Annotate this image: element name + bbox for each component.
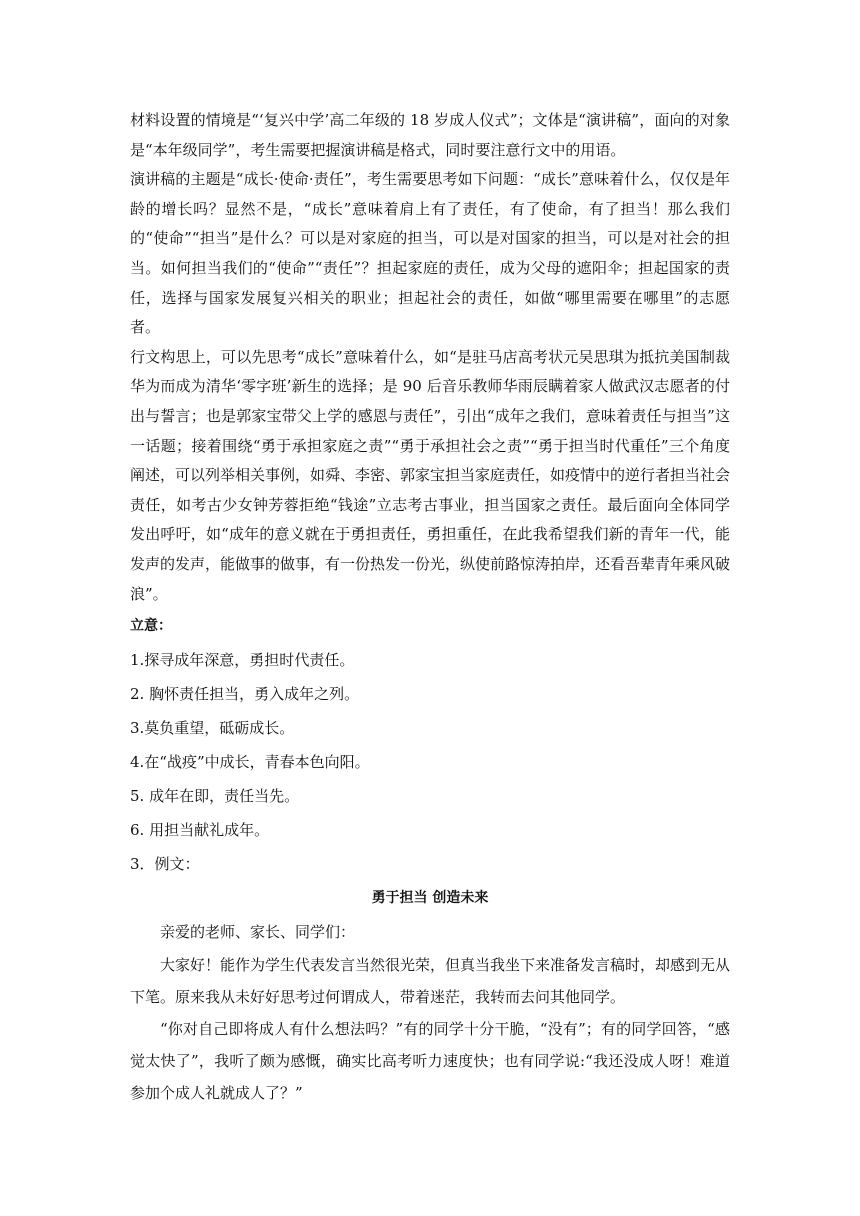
theme-item-3: 3.莫负重望，砥砺成长。 bbox=[130, 719, 295, 738]
analysis-paragraph-1: 材料设置的情境是“‘复兴中学’高二年级的 18 岁成人仪式”；文体是“演讲稿”，面向的对象是“本年级同学”，考生需要把握演讲稿是格式，同时要注意行文中的用语。 bbox=[130, 111, 730, 159]
theme-item-6: 6. 用担当献礼成年。 bbox=[130, 821, 270, 840]
theme-heading: 立意： bbox=[130, 618, 172, 635]
theme-item-1: 1.探寻成年深意，勇担时代责任。 bbox=[130, 651, 355, 670]
analysis-paragraph-2: 演讲稿的主题是“成长·使命·责任”，考生需要思考如下问题：“成长”意味着什么，仅仅是年龄的增长吗？显然不是，“成长”意味着肩上有了责任，有了使命，有了担当！那么我们的“使命”“担当”是什么？可以是对家庭的担当，可以是对国家的担当，可以是对社会的担当。如何担当我们的“使命”“责任”？担起家庭的责任，成为父母的遮阳伞；担起国家的责任，选择与国家发展复兴相关的职业；担起社会的责任，如做“哪里需要在哪里”的志愿者。 bbox=[130, 170, 730, 337]
theme-item-4: 4.在“战疫”中成长，青春本色向阳。 bbox=[130, 753, 370, 772]
essay-title: 勇于担当 创造未来 bbox=[371, 890, 489, 907]
theme-item-5: 5. 成年在即，责任当先。 bbox=[130, 787, 300, 806]
essay-paragraph-2: “你对自己即将成人有什么想法吗？”有的同学十分干脆，“没有”；有的同学回答，“感觉太快了”，我听了颇为感慨，确实比高考听力速度快；也有同学说:“我还没成人呀！难道参加个成人礼就成人了？” bbox=[130, 1020, 730, 1103]
document-page bbox=[130, 106, 730, 1109]
example-label: 3．例文： bbox=[130, 855, 200, 874]
analysis-paragraph-3: 行文构思上，可以先思考“成长”意味着什么，如“是驻马店高考状元吴思琪为抵抗美国制裁华为而成为清华‘零字班’新生的选择；是 90 后音乐教师华雨辰瞒着家人做武汉志愿者的付出与誓言；也是郭家宝带父上学的感恩与责任”，引出“成年之我们，意味着责任与担当”这一话题；接着围绕“勇于承担家庭之责”“勇于承担社会之责”“勇于担当时代重任”三个角度阐述，可以列举相关事例，如舜、李密、郭家宝担当家庭责任，如疫情中的逆行者担当社会责任，如考古少女钟芳蓉拒绝“钱途”立志考古事业，担当国家之责任。最后面向全体同学发出呼吁，如“成年的意义就在于勇担责任，勇担重任，在此我希望我们新的青年一代，能发声的发声，能做事的做事，有一份热发一份光，纵使前路惊涛拍岸，还看吾辈青年乘风破浪”。 bbox=[130, 347, 731, 603]
essay-salutation: 亲爱的老师、家长、同学们： bbox=[160, 923, 356, 942]
essay-paragraph-1: 大家好！能作为学生代表发言当然很光荣，但真当我坐下来准备发言稿时，却感到无从下笔。原来我从未好好思考过何谓成人，带着迷茫，我转而去问其他同学。 bbox=[130, 956, 731, 1007]
theme-item-2: 2. 胸怀责任担当，勇入成年之列。 bbox=[130, 685, 360, 704]
